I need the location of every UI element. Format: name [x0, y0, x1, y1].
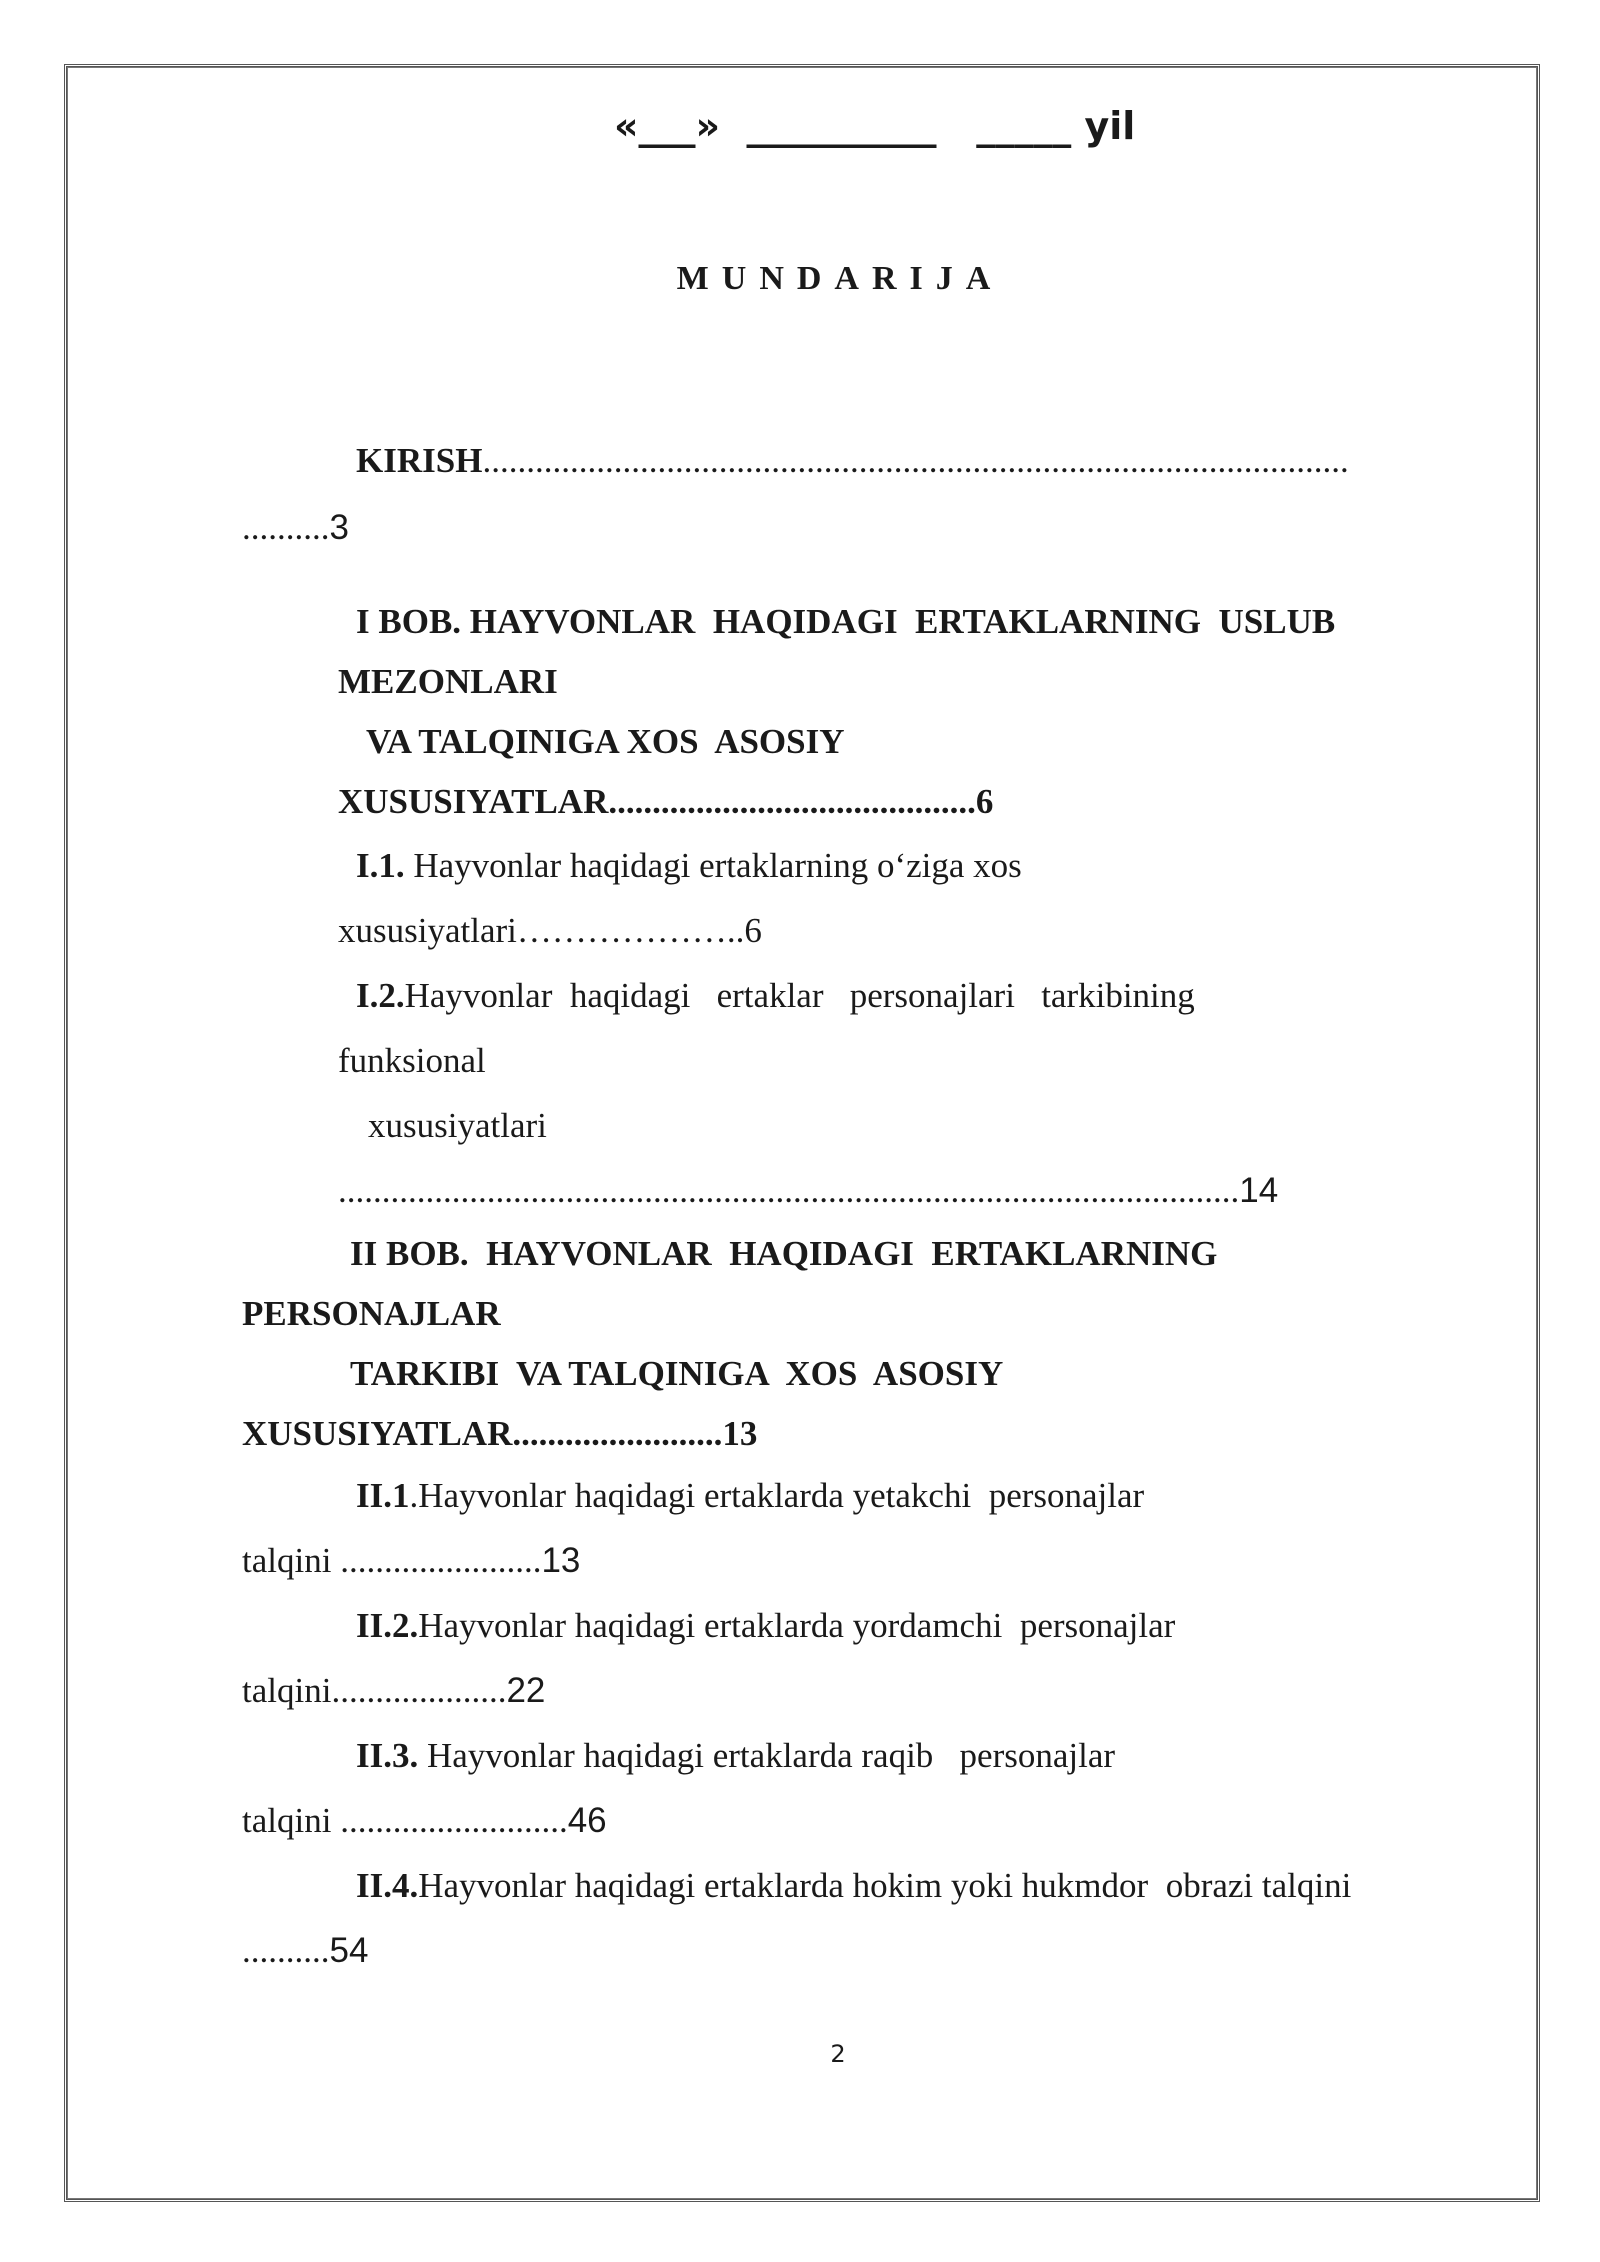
toc-section-1-2-cont2: xususiyatlari	[368, 1106, 547, 1145]
toc-chapter-2-line4: XUSUSIYATLAR........................13	[242, 1414, 758, 1453]
toc-section-text: talqini	[242, 1541, 341, 1580]
toc-page-number: 14	[1239, 1171, 1279, 1210]
toc-chapter-1-line3: VA TALQINIGA XOS ASOSIY	[366, 722, 845, 761]
toc-section-text: Hayvonlar haqidagi ertaklar personajlari tarkibining	[404, 976, 1195, 1015]
toc-entry-kirish	[356, 443, 1349, 478]
toc-chapter-2-line1: II BOB. HAYVONLAR HAQIDAGI ERTAKLARNING	[350, 1234, 1218, 1273]
toc-section-2-3-cont	[242, 1803, 607, 1838]
toc-section-1-2	[356, 978, 1195, 1013]
toc-page-number: 46	[567, 1801, 607, 1840]
toc-section-text: Hayvonlar haqidagi ertaklarda hokim yoki hukmdor obrazi talqini	[418, 1866, 1352, 1905]
toc-section-number: I.2.	[356, 976, 405, 1015]
page-number: 2	[830, 2040, 846, 2068]
toc-section-text: .Hayvonlar haqidagi ertaklarda yetakchi personajlar	[409, 1476, 1145, 1515]
toc-dots: ..........	[242, 1931, 330, 1970]
toc-section-number: II.3.	[356, 1736, 419, 1775]
toc-section-text: talqini	[242, 1801, 341, 1840]
toc-page-number: 13	[541, 1541, 581, 1580]
toc-section-2-3	[356, 1738, 1115, 1773]
toc-chapter-1-line2: MEZONLARI	[338, 662, 558, 701]
toc-section-text: Hayvonlar haqidagi ertaklarning o‘ziga xos	[404, 846, 1022, 885]
toc-dots: ...................................................................................................	[482, 441, 1349, 480]
toc-section-1-1-cont: xususiyatlari………………..6	[338, 911, 762, 950]
toc-dots: .......................	[340, 1541, 542, 1580]
toc-section-2-1	[356, 1478, 1144, 1513]
toc-label-kirish: KIRISH	[356, 441, 483, 480]
toc-section-2-2	[356, 1608, 1175, 1643]
toc-section-2-1-cont	[242, 1543, 580, 1578]
toc-chapter-2-line3: TARKIBI VA TALQINIGA XOS ASOSIY	[350, 1354, 1004, 1393]
toc-section-text: Hayvonlar haqidagi ertaklarda raqib personajlar	[418, 1736, 1116, 1775]
toc-entry-kirish-cont	[242, 510, 349, 545]
toc-section-number: II.4.	[356, 1866, 419, 1905]
toc-section-text: talqini	[242, 1671, 332, 1710]
toc-section-2-4	[356, 1868, 1351, 1903]
toc-section-2-4-cont	[242, 1933, 368, 1968]
toc-section-number: I.1.	[356, 846, 405, 885]
toc-chapter-1-line1: I BOB. HAYVONLAR HAQIDAGI ERTAKLARNING USLUB	[356, 602, 1336, 641]
toc-page-number: 54	[329, 1931, 369, 1970]
toc-chapter-2-line2: PERSONAJLAR	[242, 1294, 501, 1333]
toc-section-1-1	[356, 848, 1022, 883]
toc-section-2-2-cont	[242, 1673, 545, 1708]
toc-section-1-2-cont1: funksional	[338, 1041, 486, 1080]
toc-section-number: II.2.	[356, 1606, 419, 1645]
date-line: «___» __________ _____ yil	[614, 104, 1136, 148]
toc-page-number: 3	[329, 508, 349, 547]
toc-section-number: II.1	[356, 1476, 410, 1515]
page-title: MUNDARIJA	[676, 260, 1004, 297]
toc-page-number: 22	[506, 1671, 546, 1710]
toc-chapter-1-line4: XUSUSIYATLAR..........................................6	[338, 782, 994, 821]
toc-dots: .......................................................................................................	[338, 1171, 1240, 1210]
toc-dots: ....................	[331, 1671, 507, 1710]
toc-section-text: Hayvonlar haqidagi ertaklarda yordamchi personajlar	[418, 1606, 1176, 1645]
toc-dots: ..........................	[340, 1801, 568, 1840]
toc-section-1-2-leader	[338, 1173, 1278, 1208]
toc-dots: ..........	[242, 508, 330, 547]
